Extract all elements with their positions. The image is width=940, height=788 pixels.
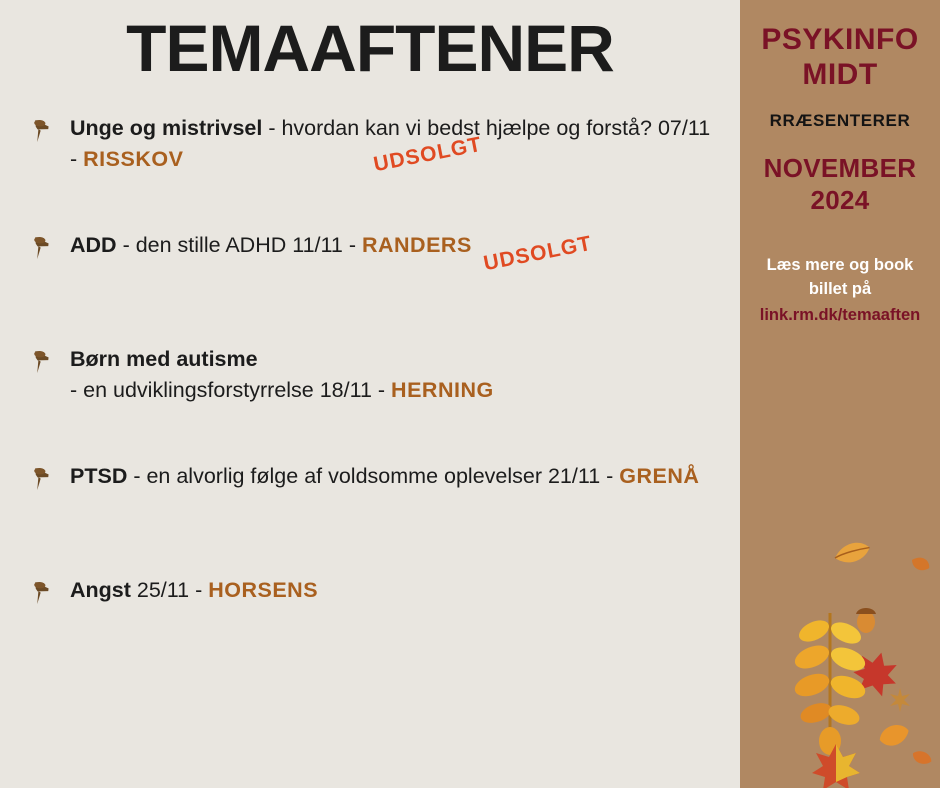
leaf-icon	[832, 538, 872, 567]
list-item[interactable]	[28, 230, 720, 288]
event-city: HORSENS	[208, 578, 319, 603]
pushpin-icon	[28, 463, 58, 493]
event-city: RANDERS	[361, 233, 472, 258]
list-item[interactable]	[28, 461, 720, 519]
event-list	[0, 113, 740, 633]
event-text	[70, 344, 720, 405]
event-text	[70, 461, 720, 492]
pushpin-icon	[28, 115, 58, 145]
booking-text-line-1: Læs mere og book	[766, 256, 914, 275]
year-label: 2024	[810, 184, 870, 215]
sidebar	[740, 0, 940, 788]
event-description: - den stille ADHD 11/11 -	[116, 233, 362, 258]
list-item[interactable]	[28, 344, 720, 405]
list-item[interactable]	[28, 113, 720, 177]
event-title: Angst	[70, 578, 131, 603]
pushpin-icon	[28, 232, 58, 262]
leaf-icon	[878, 723, 911, 748]
event-title: ADD	[70, 233, 117, 258]
date-block	[740, 153, 940, 216]
event-text	[70, 575, 720, 606]
brand-name	[740, 22, 940, 93]
brand-line-1: PSYKINFO	[761, 23, 919, 56]
presents-label: RRÆSENTERER	[769, 110, 911, 130]
booking-link[interactable]: link.rm.dk/temaaften	[759, 306, 921, 325]
maple-leaf-icon	[849, 647, 902, 699]
page-title: TEMAAFTENER	[126, 11, 614, 85]
acorn-icon	[856, 608, 876, 633]
booking-info	[740, 254, 940, 328]
event-description: - en alvorlig følge af voldsomme oplevelser 21/11 -	[127, 464, 620, 489]
pushpin-icon	[28, 577, 58, 607]
event-city: GRENÅ	[619, 464, 700, 489]
event-text	[70, 230, 720, 261]
status-badge: UDSOLGT	[481, 232, 594, 276]
leaf-icon	[909, 554, 931, 573]
status-badge: UDSOLGT	[371, 133, 484, 177]
event-title: Børn med autisme	[70, 347, 258, 372]
event-city: HERNING	[391, 377, 494, 402]
month-label: NOVEMBER	[763, 152, 917, 183]
event-description: 25/11 -	[130, 578, 209, 603]
brand-line-2: MIDT	[802, 58, 878, 92]
pushpin-icon	[28, 346, 58, 376]
event-description: - en udviklingsforstyrrelse 18/11 -	[70, 377, 392, 402]
event-city: RISSKOV	[83, 146, 184, 171]
autumn-leaves-decoration	[740, 448, 940, 788]
seed-icon	[890, 688, 910, 712]
compound-leaf-icon	[792, 613, 869, 755]
list-item[interactable]	[28, 575, 720, 633]
event-description: - hvordan kan vi bedst hjælpe og forstå? 07/11 -	[70, 116, 711, 171]
booking-text-line-2: billet på	[808, 280, 872, 299]
maple-leaf-icon	[812, 744, 860, 788]
event-title: PTSD	[70, 464, 128, 489]
leaf-icon	[910, 747, 933, 767]
event-title: Unge og mistrivsel	[70, 116, 263, 141]
